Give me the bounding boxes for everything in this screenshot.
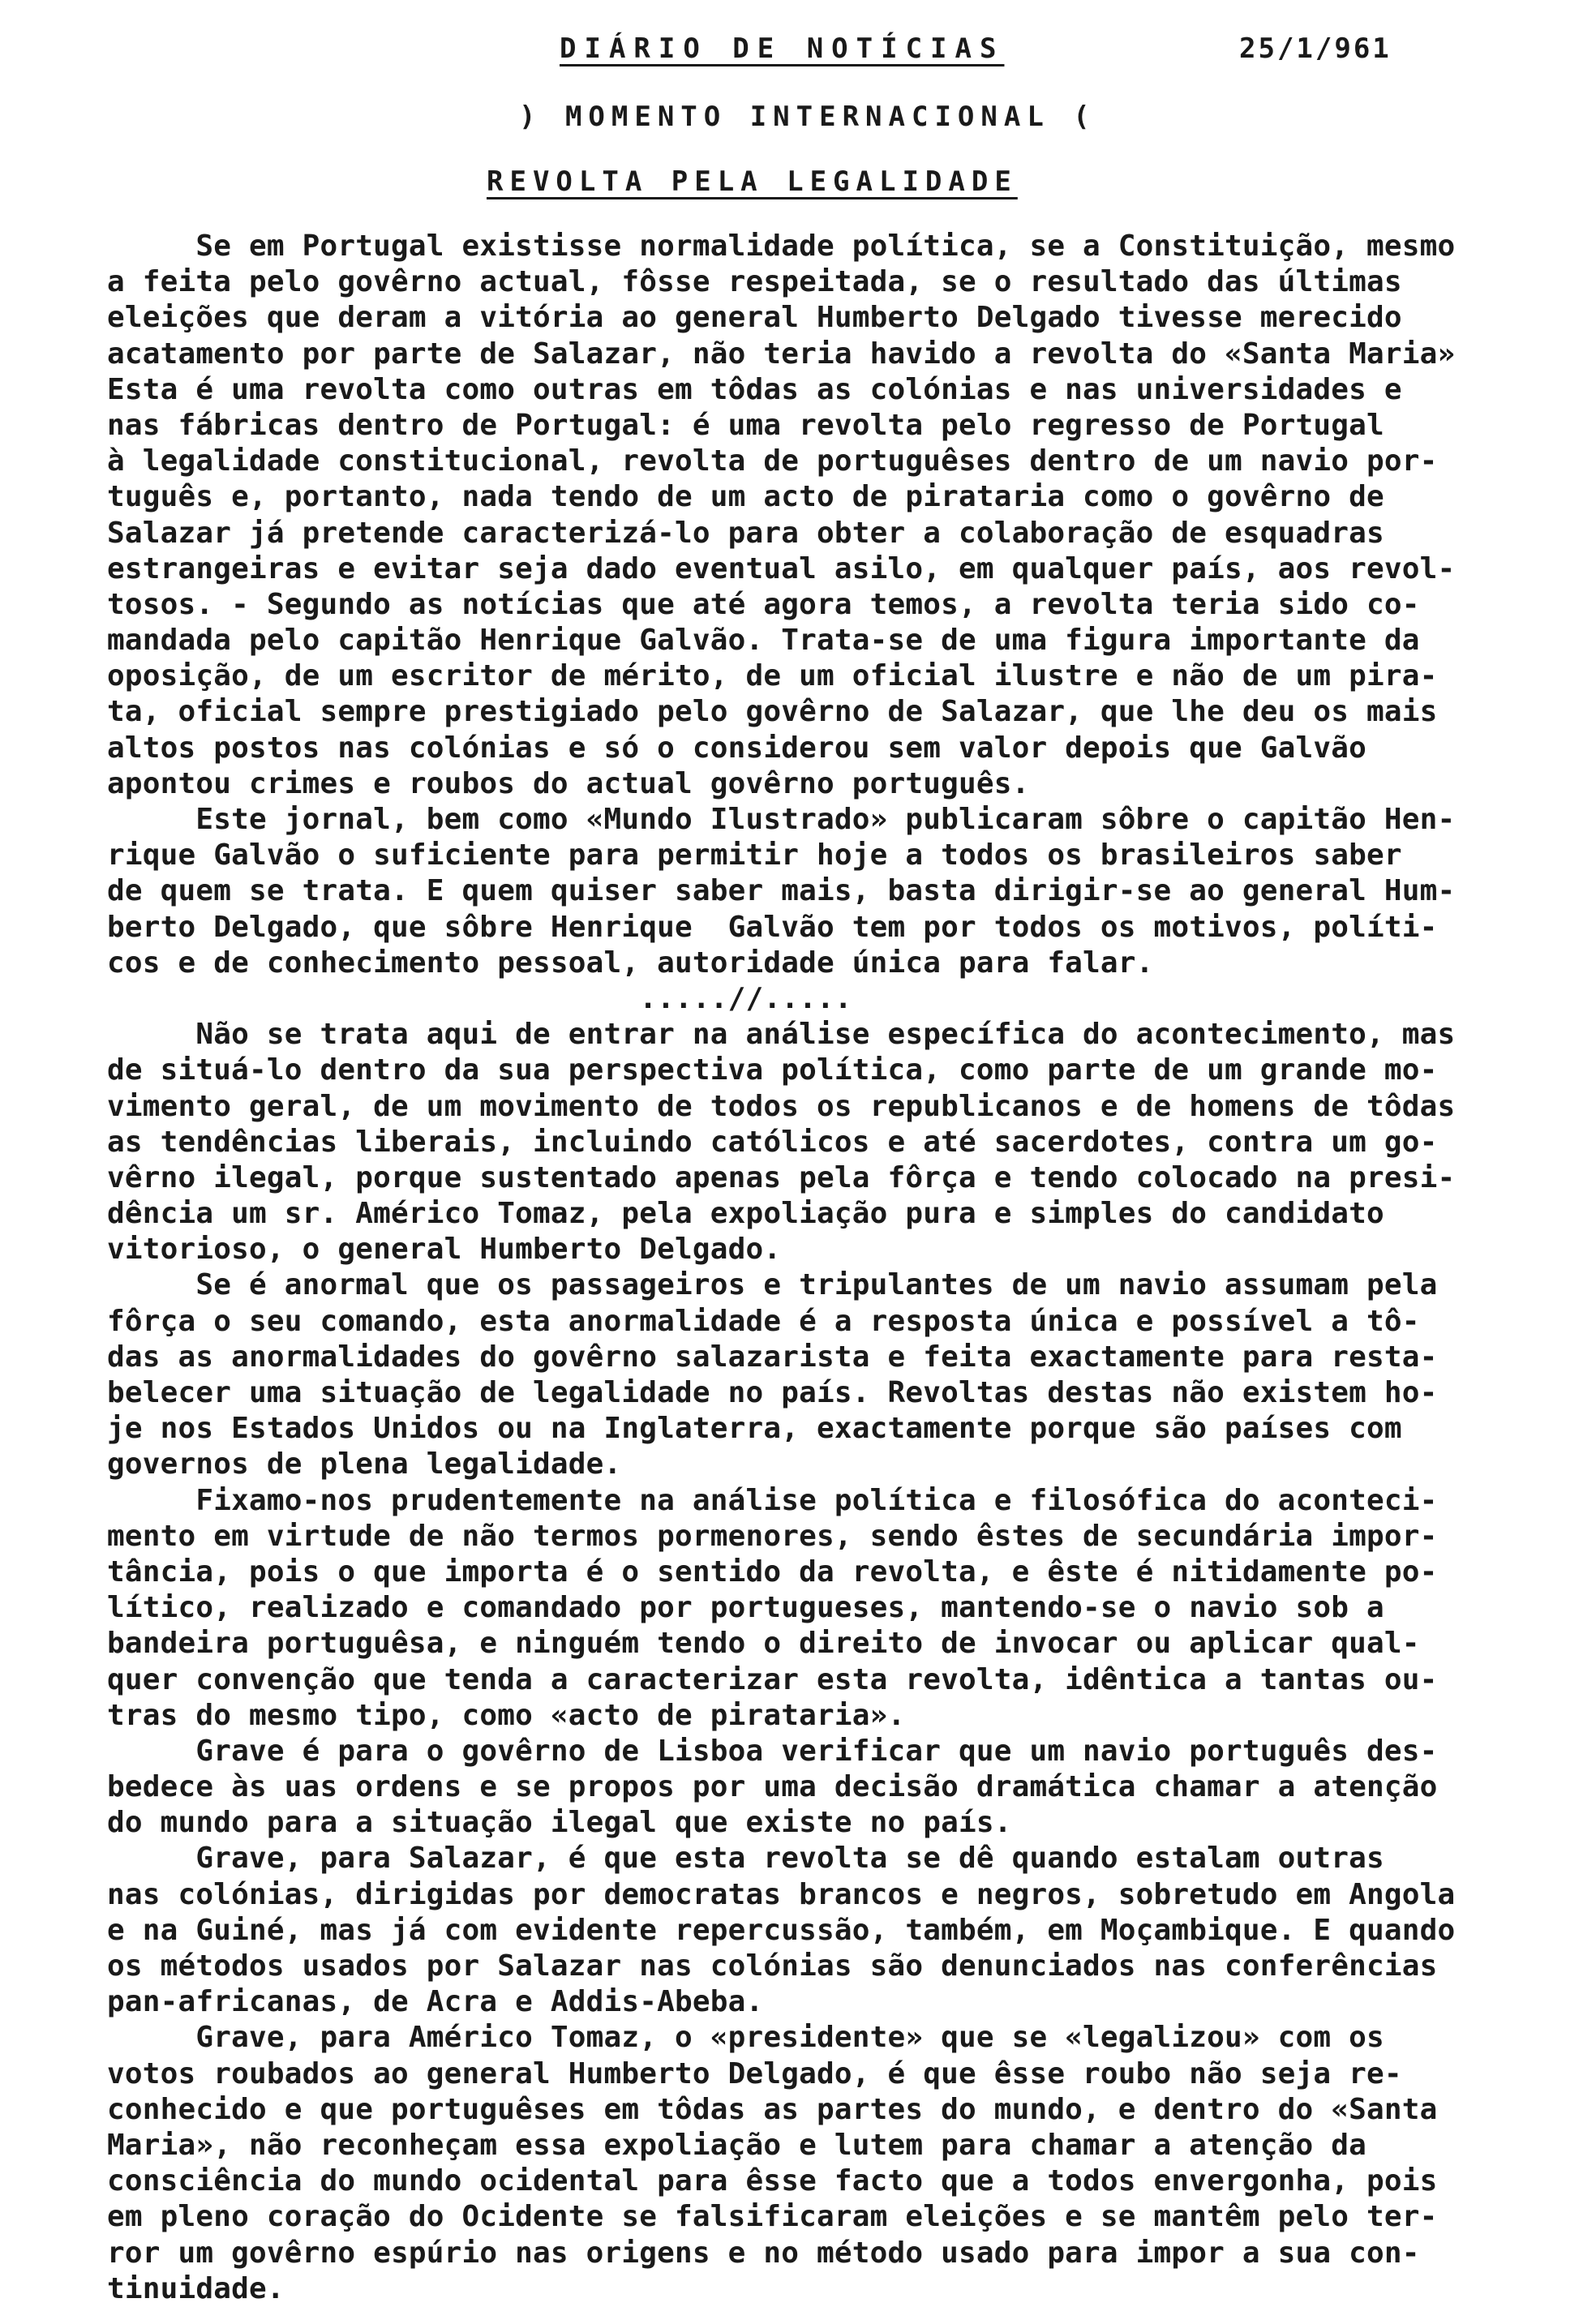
text-line: berto Delgado, que sôbre Henrique Galvão tem por todos os motivos, políti- (107, 910, 1438, 944)
text-line: eleições que deram a vitória ao general Humberto Delgado tivesse merecido (107, 301, 1402, 335)
text-line: dência um sr. Américo Tomaz, pela expoliação pura e simples do candidato (107, 1197, 1384, 1231)
text-line: conhecido e que portuguêses em tôdas as partes do mundo, e dentro do «Santa (107, 2092, 1438, 2126)
text-line: ror um govêrno espúrio nas origens e no método usado para impor a sua con- (107, 2236, 1420, 2270)
text-line: acatamento por parte de Salazar, não teria havido a revolta do «Santa Maria» (107, 337, 1456, 371)
section-separator: .....//..... (107, 981, 852, 1015)
text-line: e na Guiné, mas já com evidente repercussão, também, em Moçambique. E quando (107, 1913, 1456, 1947)
text-line: Esta é uma revolta como outras em tôdas as colónias e nas universidades e (107, 372, 1402, 406)
text-line: os métodos usados por Salazar nas colónias são denunciados nas conferências (107, 1949, 1438, 1983)
text-line: de situá-lo dentro da sua perspectiva política, como parte de um grande mo- (107, 1053, 1438, 1087)
section-title: ) MOMENTO INTERNACIONAL ( (519, 101, 1096, 133)
text-line: tância, pois o que importa é o sentido da revolta, e êste é nitidamente po- (107, 1554, 1438, 1589)
text-line: vimento geral, de um movimento de todos os republicanos e de homens de tôdas (107, 1089, 1456, 1123)
text-line: bandeira portuguêsa, e ninguém tendo o direito de invocar ou aplicar qual- (107, 1627, 1420, 1661)
text-line: bedece às uas ordens e se propos por uma decisão dramática chamar a atenção (107, 1770, 1438, 1804)
text-line: Salazar já pretende caracterizá-lo para obter a colaboração de esquadras (107, 516, 1384, 550)
text-line: cos e de conhecimento pessoal, autoridade única para falar. (107, 946, 1154, 980)
text-line: Não se trata aqui de entrar na análise específica do acontecimento, mas (107, 1018, 1456, 1052)
text-line: a feita pelo govêrno actual, fôsse respeitada, se o resultado das últimas (107, 265, 1402, 299)
text-line: das as anormalidades do govêrno salazarista e feita exactamente para resta- (107, 1340, 1438, 1374)
text-line: tras do mesmo tipo, como «acto de pirataria». (107, 1698, 906, 1732)
text-line: à legalidade constitucional, revolta de portuguêses dentro de um navio por- (107, 444, 1438, 478)
document-date: 25/1/961 (1239, 32, 1392, 65)
text-line: Grave é para o govêrno de Lisboa verificar que um navio português des- (107, 1734, 1438, 1768)
text-line: lítico, realizado e comandado por portugueses, mantendo-se o navio sob a (107, 1591, 1384, 1625)
text-line: mandada pelo capitão Henrique Galvão. Trata-se de uma figura importante da (107, 624, 1420, 658)
text-line: vitorioso, o general Humberto Delgado. (107, 1233, 782, 1267)
text-line: mento em virtude de não termos pormenores, sendo êstes de secundária impor- (107, 1519, 1438, 1553)
text-line: tuguês e, portanto, nada tendo de um acto de pirataria como o govêrno de (107, 480, 1384, 514)
text-line: belecer uma situação de legalidade no país. Revoltas destas não existem ho- (107, 1376, 1438, 1409)
text-line: votos roubados ao general Humberto Delgado, é que êsse roubo não seja re- (107, 2056, 1402, 2090)
text-line: je nos Estados Unidos ou na Inglaterra, exactamente porque são países com (107, 1412, 1402, 1446)
text-line: Se em Portugal existisse normalidade política, se a Constituição, mesmo (107, 229, 1456, 263)
text-line: estrangeiras e evitar seja dado eventual asilo, em qualquer país, aos revol- (107, 551, 1456, 585)
text-line: rique Galvão o suficiente para permitir hoje a todos os brasileiros saber (107, 838, 1402, 873)
text-line: em pleno coração do Ocidente se falsificaram eleições e se mantêm pelo ter- (107, 2200, 1438, 2234)
text-line: tosos. - Segundo as notícias que até agora temos, a revolta teria sido co- (107, 587, 1420, 621)
text-line: apontou crimes e roubos do actual govêrno português. (107, 766, 1030, 800)
text-line: tinuidade. (107, 2271, 285, 2305)
text-line: altos postos nas colónias e só o considerou sem valor depois que Galvão (107, 731, 1367, 765)
text-line: do mundo para a situação ilegal que existe no país. (107, 1806, 1012, 1840)
article-headline: REVOLTA PELA LEGALIDADE (487, 165, 1018, 198)
text-line: Maria», não reconheçam essa expoliação e lutem para chamar a atenção da (107, 2128, 1367, 2162)
text-line: Grave, para Américo Tomaz, o «presidente» que se «legalizou» com os (107, 2021, 1384, 2055)
text-line: de quem se trata. E quem quiser saber mais, basta dirigir-se ao general Hum- (107, 874, 1456, 908)
text-line: Se é anormal que os passageiros e tripulantes de um navio assumam pela (107, 1268, 1438, 1302)
text-line: vêrno ilegal, porque sustentado apenas pela fôrça e tendo colocado na presi- (107, 1160, 1456, 1194)
text-line: Este jornal, bem como «Mundo Ilustrado» publicaram sôbre o capitão Hen- (107, 803, 1456, 836)
text-line: fôrça o seu comando, esta anormalidade é a resposta única e possível a tô- (107, 1304, 1420, 1338)
text-line: oposição, de um escritor de mérito, de um oficial ilustre e não de um pira- (107, 659, 1438, 693)
text-line: ta, oficial sempre prestigiado pelo govêrno de Salazar, que lhe deu os mais (107, 695, 1438, 729)
article-body (107, 229, 1567, 2307)
text-line: Grave, para Salazar, é que esta revolta se dê quando estalam outras (107, 1842, 1384, 1876)
newspaper-masthead: DIÁRIO DE NOTÍCIAS (560, 32, 1005, 65)
text-line: pan-africanas, de Acra e Addis-Abeba. (107, 1985, 764, 2019)
text-line: governos de plena legalidade. (107, 1447, 622, 1482)
text-line: consciência do mundo ocidental para êsse facto que a todos envergonha, pois (107, 2164, 1438, 2198)
text-line: as tendências liberais, incluindo católicos e até sacerdotes, contra um go- (107, 1125, 1438, 1159)
text-line: nas fábricas dentro de Portugal: é uma revolta pelo regresso de Portugal (107, 408, 1384, 442)
text-line: Fixamo-nos prudentemente na análise política e filosófica do aconteci- (107, 1483, 1438, 1517)
text-line: quer convenção que tenda a caracterizar esta revolta, idêntica a tantas ou- (107, 1662, 1438, 1696)
text-line: nas colónias, dirigidas por democratas brancos e negros, sobretudo em Angola (107, 1877, 1456, 1911)
